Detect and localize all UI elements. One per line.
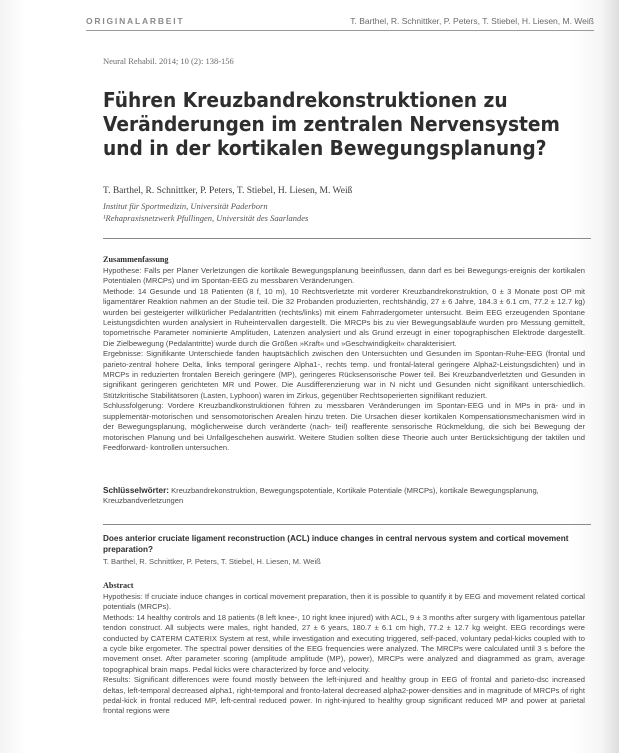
title-line-2: Veränderungen im zentralen Nervensystem <box>103 112 560 136</box>
affiliation-2: ¹Rehapraxisnetzwerk Pfullingen, Universität des Saarlandes <box>103 213 309 223</box>
header-rule <box>86 30 594 31</box>
english-title: Does anterior cruciate ligament reconstruction (ACL) induce changes in central nervous system and cortical movement preparation? <box>103 534 569 554</box>
keywords-text: Kreuzbandrekonstruktion, Bewegungspotentiale, Kortikale Potentiale (MRCPs), kortikale Bewegungsplanung, Kreuzbandverletzungen <box>103 486 539 506</box>
zusammenfassung-hypothese: Hypothese: Falls per Planer Verletzungen die kortikale Bewegungsplanung beeinflussen, dann darf es bei Bewegungs-ereignis der kortikalen Potentialen (MRCPs) und im Spontan-EEG zu messbaren Veränderungen. <box>103 266 585 286</box>
abstract-body <box>103 592 585 717</box>
title-line-1: Führen Kreuzbandrekonstruktionen zu <box>103 88 508 112</box>
zusammenfassung-methode: Methode: 14 Gesunde und 18 Patienten (8 f, 10 m), 10 Rechtsverletzte mit vorderer Kreuzbandrekonstruktion, 0 ± 3 Monate post OP mit ligamentärer Reaktion nahmen an der Studie teil. Die 32 Probanden produzierten, rechtshändig, 27 ± 6 Jahre, 184.3 ± 6.1 cm, 77.2 ± 12.7 kg) wurden bei gesteigerter willkürlicher Pedalantritten (rechts/links) mit einem Fahrradergometer untersucht. Beim EEG erzeugenden Spontane Leistungsdichten wurden analysiert in Ruheintervallen dargestellt. Die MRCPs bis zu vier Bewegungsabläufe wurden pro Messung gemittelt, topometrische Parameter nominierte Amplituden, Latenzen analysiert und als Grund erzeugt in einer topographischen Elektrode dargestellt. Die Zielbewegung (Pedalantritte) wurde durch die Größen »Kraft« und »Geschwindigkeit« charakterisiert. <box>103 286 585 348</box>
zusammenfassung-body <box>103 266 585 453</box>
keywords-label: Schlüsselwörter: <box>103 486 169 495</box>
article-title <box>103 88 560 160</box>
english-divider <box>103 524 591 525</box>
title-line-3: und in der kortikalen Bewegungsplanung? <box>103 136 547 160</box>
abstract-hypothesis: Hypothesis: If cruciate induce changes in cortical movement preparation, then it is possible to quantify it by EEG and movement related cortical potentials (MRCPs). <box>103 592 585 612</box>
english-authors: T. Barthel, R. Schnittker, P. Peters, T. Stiebel, H. Liesen, M. Weiß <box>103 557 321 566</box>
page-edge-shadow <box>601 0 619 753</box>
zusammenfassung-heading: Zusammenfassung <box>103 255 169 264</box>
abstract-results: Results: Significant differences were found mostly between the left-injured and healthy group in EEG of frontal and parieto-dsc increased deltas, left-temporal decreased alpha1, right-temporal and fronto-lateral decreased alpha2-power-densities and in magnitude of MRCPs of right pedal-kick in frontal reduced MP, left-central reduced power. In right-injured to healthy group significant reduced MP and power at parietal frontal regions were <box>103 675 585 716</box>
section-label: ORIGINALARBEIT <box>86 16 185 26</box>
journal-citation: Neural Rehabil. 2014; 10 (2): 138-156 <box>103 56 234 66</box>
section-divider <box>103 238 591 239</box>
zusammenfassung-ergebnisse: Ergebnisse: Signifikante Unterschiede fanden hauptsächlich zwischen den Untersuchten und Gesunden im Spontan-Ruhe-EEG (frontal und parieto-zentral hohere Delta, links temporal geringere Alpha1-, rechts temp. und frontal-lateral geringere Alpha2-Leistungsdichten) und in MRCPs in reduzierten frontalen Bereich geringere (MP), geringeres Rücksensorische Power teil. Bei Kreuzbandverletzten und Gesunden in signifikant geringeren gerichteten MR und Power. Die Ausdifferenzierung war in N nicht und Gesunden nicht signifikant unterschiedlich. Stützkritische Stabilitätsoren (Lasten, Lyphoon) waren im Zirkus, gegenüber Rechtsoperierten signifikant reduziert. <box>103 349 585 400</box>
running-authors: T. Barthel, R. Schnittker, P. Peters, T. Stiebel, H. Liesen, M. Weiß <box>350 16 594 26</box>
affiliation-1: Institut für Sportmedizin, Universität Paderborn <box>103 201 268 211</box>
running-header <box>86 14 594 28</box>
abstract-methods: Methods: 14 healthy controls and 18 patients (8 left knee-, 10 right knee injured) with ACL, 9 ± 3 months after surgery with ligamentous patellar tendon construct. All subjects were males, right handed, 27 ± 6 years, 180.7 ± 6.1 cm high, 77.2 ± 12.7 kg weight. EEG recordings were conducted by CATERM CATERIX System at rest, while investigation and executing triggered, self-paced, voluntary pedal-kicks coupled with to a cycle bike ergometer. The spectral power densities of the EEG frequencies were analyzed. The MRCPs were calculated until 3 s before the movement onset. After parameter scoring (amplitude amplitude (MP), power), MRCPs were analyzed and diagrammed as gram, average topographical brain maps. Pedal kicks were characterized by force and velocity. <box>103 612 585 674</box>
keywords <box>103 486 585 507</box>
author-byline: T. Barthel, R. Schnittker, P. Peters, T. Stiebel, H. Liesen, M. Weiß <box>103 186 353 196</box>
abstract-heading: Abstract <box>103 581 134 590</box>
zusammenfassung-schlussfolgerung: Schlussfolgerung: Vordere Kreuzbandkonstruktionen führen zu messbaren Veränderungen im Spontan-EEG und in MPs in prä- und in supplementär-motorischen und sensomotorischen Arealen hinzu treten. Die Ursachen dieser kortikalen Kompensationsmechanismen wird in der Bewegungsplanung, möglicherweise durch veränderte (nach- teil) reafferente sensorische Rückmeldung, die sich bei Bewegung der motorischen Planung und bei Unfallgeschehen auswirkt. Weitere Studien sollten diese Theorie auch unter Berücksichtigung der taktilen und Feedforward- kontrollen untersuchen. <box>103 401 585 452</box>
